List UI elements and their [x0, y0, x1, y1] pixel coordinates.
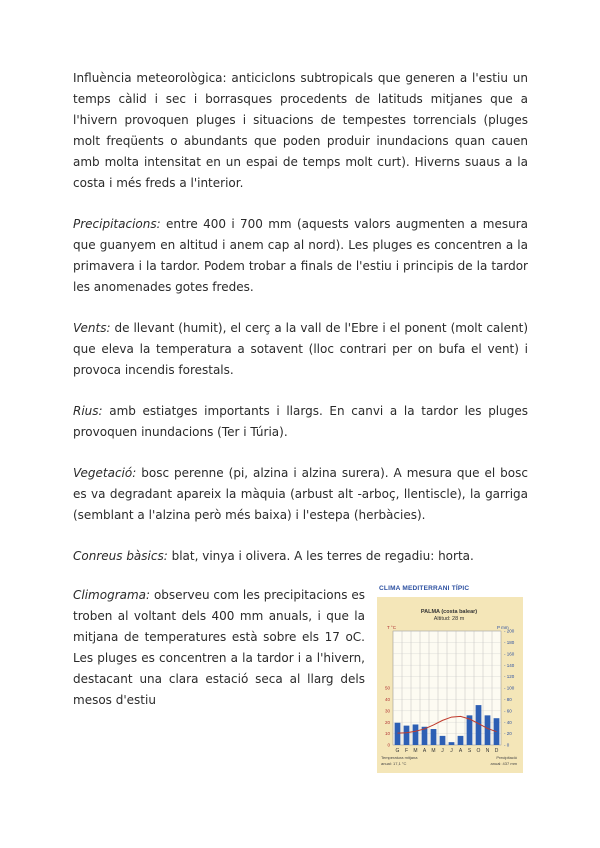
month-label: O — [476, 748, 481, 754]
month-label: F — [404, 748, 409, 754]
climograph-figure — [373, 583, 525, 773]
paragraph-precipitacions: Precipitacions: entre 400 i 700 mm (aquests valors augmenten a mesura que guanyem en altitud i anem cap al nord). Les pluges es concentren a la primavera i la tardor. Podem trobar a finals de l'estiu i principis de la tardor les anomenades gotes fredes. — [73, 217, 528, 294]
right-tick-label: - 100 — [504, 685, 515, 691]
paragraph-rius: Rius: amb estiatges importants i llargs. En canvi a la tardor les pluges provoquen inundacions (Ter i Túria). — [73, 404, 528, 439]
chart-subtitle: Altitud: 28 m — [433, 616, 465, 622]
footer-right-line2: anual: 437 mm — [490, 761, 517, 766]
left-tick-label: 20 — [384, 719, 390, 725]
paragraph-vegetacio: Vegetació: bosc perenne (pi, alzina i alzina surera). A mesura que el bosc es va degradant apareix la màquia (arbust alt -arboç, llentiscle), la garriga (semblant a l'alzina però més baixa) i l'estepa (herbàcies). — [73, 466, 528, 522]
month-label: M — [431, 748, 436, 754]
precipitation-bar — [431, 729, 437, 745]
paragraph-climograma: Climograma: observeu com les precipitacions es troben al voltant dels 400 mm anuals, i que la mitjana de temperatures està sobre els 17 oC. Les pluges es concentren a la tardor i a l'hivern, destacant una clara estació seca al llarg dels mesos d'estiu — [73, 588, 365, 707]
paragraph-vents: Vents: de llevant (humit), el cerç a la vall de l'Ebre i el ponent (molt calent) que eleva la temperatura a sotavent (lloc contrari per on bufa el vent) i provoca incendis forestals. — [73, 321, 528, 377]
month-label: A — [422, 748, 427, 754]
term-climograma: Climograma: — [73, 588, 151, 602]
precipitation-bar — [440, 736, 446, 745]
left-tick-label: 50 — [384, 685, 390, 691]
left-tick-label: 10 — [384, 731, 390, 737]
climograph-chart — [373, 583, 525, 773]
footer-left-line1: Temperatura mitjana — [381, 755, 418, 760]
left-tick-label: 0 — [387, 742, 390, 748]
right-tick-label: - 200 — [504, 628, 515, 634]
right-tick-label: - 0 — [504, 742, 510, 748]
right-tick-label: - 80 — [504, 697, 512, 702]
figure-header: CLIMA MEDITERRANI TÍPIC — [379, 585, 470, 592]
term-precipitacions: Precipitacions: — [73, 217, 161, 231]
month-label: S — [467, 748, 472, 754]
precipitation-bar — [449, 742, 455, 745]
month-label: J — [450, 748, 453, 754]
month-label: G — [395, 748, 400, 754]
term-vegetacio: Vegetació: — [73, 466, 137, 480]
month-label: A — [458, 748, 463, 754]
right-tick-label: - 40 — [504, 719, 512, 725]
right-tick-label: - 160 — [504, 651, 515, 657]
left-tick-label: 30 — [384, 708, 390, 714]
chart-title: PALMA (costa balear) — [420, 609, 478, 615]
month-label: D — [494, 748, 499, 754]
month-label: M — [413, 748, 418, 754]
document-body — [73, 68, 528, 567]
footer-left-line2: anual: 17,1 °C — [381, 761, 407, 766]
precipitation-bar — [395, 723, 401, 745]
term-vents: Vents: — [73, 321, 111, 335]
month-label: N — [485, 748, 490, 754]
month-label: J — [441, 748, 444, 754]
right-tick-label: - 140 — [504, 662, 515, 668]
precipitation-bar — [485, 715, 491, 745]
footer-right-line1: Precipitació — [496, 755, 517, 760]
paragraph-conreus: Conreus bàsics: blat, vinya i olivera. A les terres de regadiu: horta. — [73, 549, 474, 563]
climograma-section — [73, 585, 365, 711]
right-tick-label: - 60 — [504, 708, 512, 714]
right-tick-label: - 20 — [504, 731, 512, 737]
right-axis-label: P mm — [497, 625, 509, 630]
left-axis-label: T °C — [387, 625, 396, 630]
precipitation-bar — [404, 726, 410, 745]
paragraph-influencia: Influència meteorològica: anticiclons subtropicals que generen a l'estiu un temps càlid i sec i borrasques procedents de latituds mitjanes que a l'hivern provoquen pluges i situacions de tempestes torrencials (pluges molt freqüents o abundants que poden produir inundacions quan cauen amb molta intensitat en un espai de temps molt curt). Hiverns suaus a la costa i més freds a l'interior. — [73, 71, 528, 190]
precipitation-bar — [458, 736, 464, 745]
term-conreus: Conreus bàsics: — [73, 549, 168, 563]
right-tick-label: - 180 — [504, 640, 515, 645]
right-tick-label: - 120 — [504, 674, 515, 680]
precipitation-bar — [413, 724, 419, 745]
left-tick-label: 40 — [384, 697, 390, 702]
term-rius: Rius: — [73, 404, 103, 418]
